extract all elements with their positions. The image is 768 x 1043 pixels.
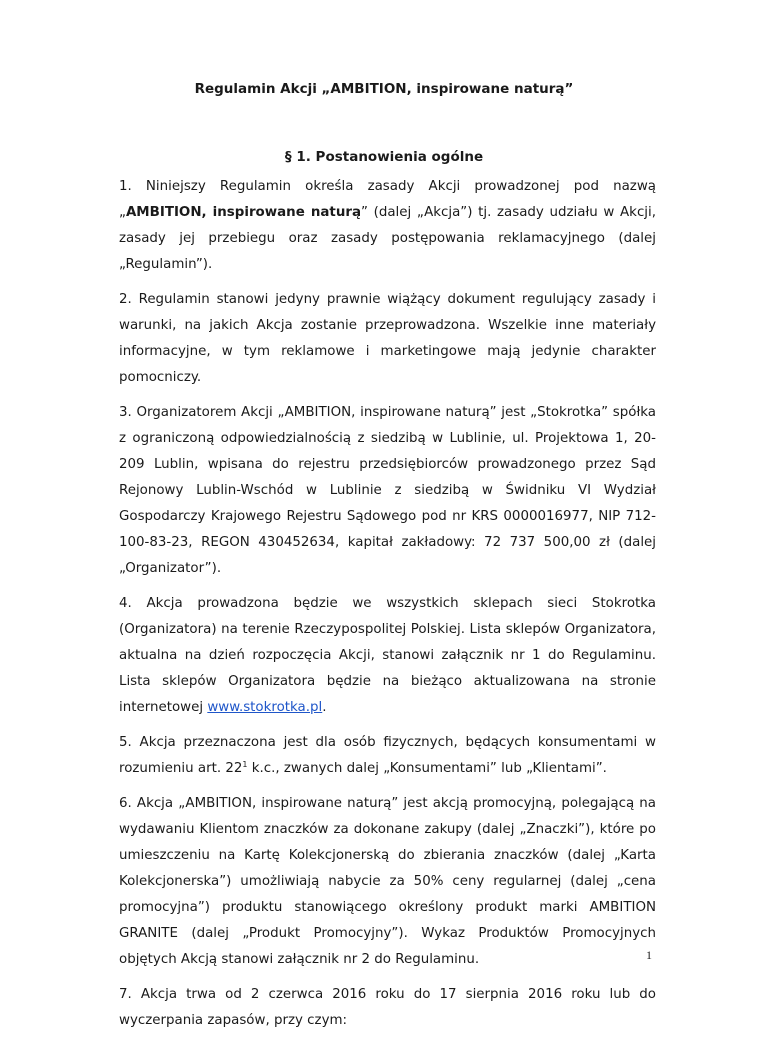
paragraph-4-text: 4. Akcja prowadzona będzie we wszystkich sklepach sieci Stokrotka (Organizatora) na terenie Rzeczypospolitej Polskiej. Lista sklepów Organizatora, aktualna na dzień rozpoczęcia Akcji, stanowi załącznik nr 1 do Regulaminu. Lista sklepów Organizatora będzie na bieżąco aktualizowana na stronie internetowej	[119, 596, 656, 715]
page-number: 1	[646, 948, 652, 962]
document-body	[119, 174, 656, 1043]
paragraph-4-end: .	[322, 700, 327, 715]
paragraph-4	[119, 591, 656, 721]
paragraph-2: 2. Regulamin stanowi jedyny prawnie wiążący dokument regulujący zasady i warunki, na jakich Akcja zostanie przeprowadzona. Wszelkie inne materiały informacyjne, w tym reklamowe i marketingowe mają jedynie charakter pomocniczy.	[119, 292, 656, 385]
paragraph-1	[119, 174, 656, 278]
paragraph-1-start: 1. Niniejszy Regulamin określa zasady Akcji prowadzonej pod nazwą „	[119, 179, 656, 220]
paragraph-1-end: ” (dalej „Akcja”) tj. zasady udziału w Akcji, zasady jej przebiegu oraz zasady postępowania reklamacyjnego (dalej „Regulamin”).	[119, 205, 657, 272]
footnote-superscript: 1	[242, 760, 248, 769]
paragraph-3: 3. Organizatorem Akcji „AMBITION, inspirowane naturą” jest „Stokrotka” spółka z ograniczoną odpowiedzialnością z siedzibą w Lublinie, ul. Projektowa 1, 20-209 Lublin, wpisana do rejestru przedsiębiorców prowadzonego przez Sąd Rejonowy Lublin-Wschód w Lublinie z siedzibą w Świdniku VI Wydział Gospodarczy Krajowego Rejestru Sądowego pod nr KRS 0000016977, NIP 712-100-83-23, REGON 430452634, kapitał zakładowy: 72 737 500,00 zł (dalej „Organizator”).	[119, 405, 656, 576]
paragraph-5-start: 5. Akcja przeznaczona jest dla osób fizycznych, będących konsumentami w rozumieniu art. 22	[119, 735, 656, 776]
section-heading: § 1. Postanowienia ogólne	[284, 149, 484, 165]
paragraph-5-end: k.c., zwanych dalej „Konsumentami” lub „Klientami”.	[247, 761, 607, 776]
paragraph-6: 6. Akcja „AMBITION, inspirowane naturą” jest akcją promocyjną, polegającą na wydawaniu Klientom znaczków za dokonane zakupy (dalej „Znaczki”), które po umieszczeniu na Kartę Kolekcjonerską do zbierania znaczków (dalej „Karta Kolekcjonerska”) umożliwiają nabycie za 50% ceny regularnej (dalej „cena promocyjna”) produktu stanowiącego określony produkt marki AMBITION GRANITE (dalej „Produkt Promocyjny”). Wykaz Produktów Promocyjnych objętych Akcją stanowi załącznik nr 2 do Regulaminu.	[119, 796, 656, 967]
action-name-bold: AMBITION, inspirowane naturą	[125, 205, 361, 220]
stokrotka-website-link[interactable]: www.stokrotka.pl	[207, 700, 323, 715]
document-title: Regulamin Akcji „AMBITION, inspirowane naturą”	[194, 81, 574, 97]
paragraph-5	[119, 730, 656, 782]
paragraph-7: 7. Akcja trwa od 2 czerwca 2016 roku do 17 sierpnia 2016 roku lub do wyczerpania zapasów, przy czym:	[119, 987, 656, 1028]
